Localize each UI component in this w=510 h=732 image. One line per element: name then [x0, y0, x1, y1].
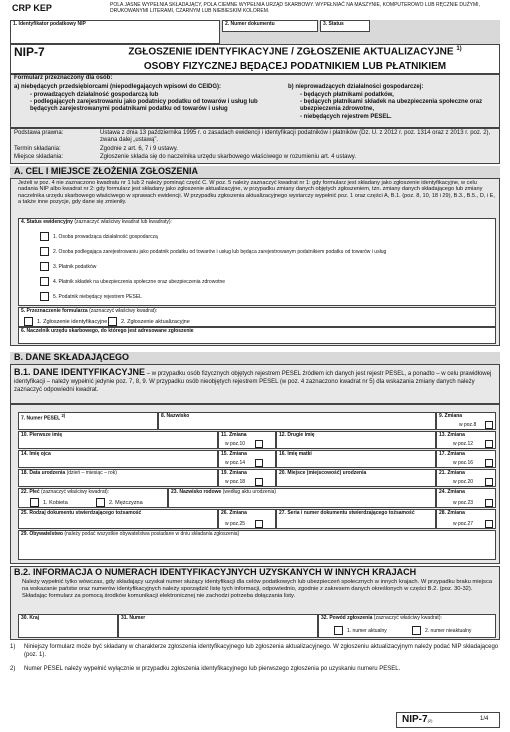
form-code: NIP-7: [14, 45, 45, 59]
checkbox-icon[interactable]: [30, 498, 39, 507]
section-a-title: A. CEL I MIEJSCE ZŁOŻENIA ZGŁOSZENIA: [10, 166, 500, 178]
status-field: 3. Status: [320, 20, 370, 32]
f6-tax-office-field[interactable]: 6. Naczelnik urzędu skarbowego, do którego jest adresowane zgłoszenie: [18, 327, 496, 344]
f29-citizenship-field[interactable]: 29. Obywatelstwo (należy podać wszystkie obywatelstwa posiadane w dniu składania zgłoszenia): [18, 530, 496, 560]
checkbox-icon[interactable]: [108, 317, 117, 326]
checkbox-icon[interactable]: [40, 247, 49, 256]
f15-change-field: 15. Zmiana w poz.14: [218, 450, 276, 468]
intended-b-item-1: - będących płatnikami podatków,: [300, 92, 394, 98]
f32-option-outdated[interactable]: 2. numer nieaktualny: [412, 626, 471, 635]
f9-change-field: 9. Zmiana w poz.8: [436, 412, 496, 430]
place-label: Miejsce składania:: [14, 154, 64, 160]
b2-text: Należy wypełnić tylko wówczas, gdy składający uzyskał numer służący identyfikacji dla celów podatkowych lub ubezpieczeń społecznych w innych krajach. W przypadku braku miejsca na wskazanie państw oraz numerów identyfikacyjnych należy sporządzić listę tych informacji, odpowiednio, zgodnie z zakresem danych określonych w części B.2. (poz. 30-32). Składając formularz za pomocą środków komunikacji elektronicznej nie zachodzi potrzeba dołączania listy.: [22, 579, 493, 600]
f4-option-1[interactable]: 1. Osoba prowadząca działalność gospodarczą: [40, 232, 158, 241]
fill-instruction: POLA JASNE WYPEŁNIA SKŁADAJĄCY, POLA CIEMNE WYPEŁNIA URZĄD SKARBOWY. WYPEŁNIAĆ NA MASZYNIE, KOMPUTEROWO LUB RĘCZNIE DUŻYMI, DRUKOWANYMI LITERAMI, CZARNYM LUB NIEBIESKIM KOLOREM.: [110, 2, 480, 15]
place-value: Zgłoszenie składa się do naczelnika urzędu skarbowego właściwego w rozumieniu art. 4 ustawy.: [100, 154, 357, 160]
checkbox-icon[interactable]: [485, 440, 493, 448]
section-b-title: B. DANE SKŁADAJĄCEGO: [10, 352, 500, 364]
f11-change-field: 11. Zmiana w poz.10: [218, 431, 276, 449]
f5-option-1[interactable]: 1. Zgłoszenie identyfikacyjne: [24, 317, 107, 326]
checkbox-icon[interactable]: [255, 440, 263, 448]
f4-option-3[interactable]: 3. Płatnik podatków: [40, 262, 96, 271]
section-a-text: Jeżeli w poz. 4 nie zaznaczono kwadratu nr 1 lub 2 należy pominąć część C. W poz. 5 należy zaznaczyć kwadrat nr 1: gdy formularz jest składany jako zgłoszenie identyfikacyjne, w celu nadania NIP albo kwadrat nr 2: gdy formularz jest składany jako zgłoszenie aktualizacyjne, w przypadku zmiany danych objętych zgłoszeniem, tzn. zmiany danych składającego lub zmiany naczelnika urzędu skarbowego właściwego w sprawach ewidencji. W przypadku zgłoszenia aktualizacyjnego wystarczy wypełnić poz. 1 oraz części A, B.1. (poz. 8, 10, 18 i 29), B.3., B.5., D, i E, a także inne pozycje, gdy dane się zmieniły.: [18, 180, 495, 206]
f12-second-name-field[interactable]: 12. Drugie imię: [276, 431, 436, 449]
f17-change-field: 17. Zmiana w poz.16: [436, 450, 496, 468]
f5-option-2[interactable]: 2. Zgłoszenie aktualizacyjne: [108, 317, 190, 326]
nip-field[interactable]: 1. Identyfikator podatkowy NIP: [10, 20, 220, 44]
f4-option-4[interactable]: 4. Płatnik składek na ubezpieczenia społeczne oraz ubezpieczenia zdrowotne: [40, 277, 225, 286]
deadline-value: Zgodnie z art. 6, 7 i 9 ustawy.: [100, 146, 178, 152]
checkbox-icon[interactable]: [40, 277, 49, 286]
f32-reason-field: 32. Powód zgłoszenia (zaznaczyć właściwy kwadrat):: [318, 614, 496, 638]
f22-sex-field: 22. Płeć (zaznaczyć właściwy kwadrat):: [18, 488, 168, 508]
intended-a-heading: a) niebędących przedsiębiorcami (niepodlegających wpisowi do CEIDG):: [14, 84, 222, 90]
title-line-1: ZGŁOSZENIE IDENTYFIKACYJNE / ZGŁOSZENIE AKTUALIZACYJNE $^{1)}$: [128, 46, 462, 58]
checkbox-icon[interactable]: [40, 262, 49, 271]
crp-kep-label: CRP KEP: [12, 3, 52, 13]
intended-b-heading: b) nieprowadzących działalności gospodarczej:: [288, 84, 424, 90]
f4-option-2[interactable]: 2. Osoba podlegająca zarejestrowaniu jako podatnik podatku od towarów i usług lub będąca zarejestrowanym podatnikiem podatku od towarów i usług: [40, 247, 386, 256]
legal-basis-value: Ustawa z dnia 13 października 1995 r. o zasadach ewidencji i identyfikacji podatników i płatników (Dz. U. z 2012 r. poz. 1314 oraz z 2013 r. poz. 2), zwana dalej „ustawą”.: [100, 130, 491, 143]
f21-change-field: 21. Zmiana w poz.20: [436, 469, 496, 487]
f27-id-document-number-field[interactable]: 27. Seria i numer dokumentu stwierdzającego tożsamość: [276, 509, 436, 529]
f7-pesel-field[interactable]: 7. Numer PESEL $^{2)}$: [18, 412, 158, 430]
checkbox-icon[interactable]: [255, 459, 263, 467]
legal-basis-label: Podstawa prawna:: [14, 130, 64, 136]
f16-mother-name-field[interactable]: 16. Imię matki: [276, 450, 436, 468]
f8-surname-field[interactable]: 8. Nazwisko: [158, 412, 436, 430]
checkbox-icon[interactable]: [485, 421, 493, 429]
intended-heading: Formularz przeznaczony dla osób:: [14, 75, 113, 81]
f26-change-field: 26. Zmiana w poz.25: [218, 509, 276, 529]
checkbox-icon[interactable]: [255, 520, 263, 528]
f14-father-name-field[interactable]: 14. Imię ojca: [18, 450, 218, 468]
footnote-1-mark: 1): [10, 644, 16, 650]
footnote-2-mark: 2): [10, 666, 16, 672]
checkbox-icon[interactable]: [485, 520, 493, 528]
checkbox-icon[interactable]: [485, 478, 493, 486]
f23-maiden-name-field[interactable]: 23. Nazwisko rodowe (według aktu urodzenia): [168, 488, 436, 508]
intended-a-item-2: - podlegających zarejestrowaniu jako podatnicy podatku od towarów i usług lub będących zarejestrowanymi podatnikami podatku od towarów i usług: [30, 99, 258, 112]
deadline-label: Termin składania:: [14, 146, 61, 152]
f28-change-field: 28. Zmiana w poz.27: [436, 509, 496, 529]
intended-a-item-1: - prowadzących działalność gospodarczą lub: [30, 92, 159, 98]
b2-title: B.2. INFORMACJA O NUMERACH IDENTYFIKACYJNYCH UZYSKANYCH W INNYCH KRAJACH: [14, 567, 417, 577]
f32-option-current[interactable]: 1. numer aktualny: [334, 626, 387, 635]
checkbox-icon[interactable]: [24, 317, 33, 326]
f5-purpose-field: 5. Przeznaczenie formularza (zaznaczyć właściwy kwadrat):: [18, 307, 496, 327]
f20-birth-place-field[interactable]: 20. Miejsce (miejscowość) urodzenia: [276, 469, 436, 487]
footer-form-code: NIP-7(2): [402, 714, 433, 725]
intended-b-item-3: - niebędących rejestrem PESEL.: [300, 114, 392, 120]
f22-option-female[interactable]: 1. Kobieta: [30, 498, 68, 507]
checkbox-icon[interactable]: [40, 232, 49, 241]
footer-page-number: 1/4: [480, 716, 489, 722]
f4-option-5[interactable]: 5. Podatnik niebędący rejestrem PESEL: [40, 292, 142, 301]
footnote-1-text: Niniejszy formularz może być składany w charakterze zgłoszenia identyfikacyjnego lub zgłoszenia aktualizacyjnego. W zgłoszeniu aktualizacyjnym należy podać NIP składającego (poz. 1).: [24, 644, 499, 658]
f13-change-field: 13. Zmiana w poz.12: [436, 431, 496, 449]
f4-status-field: 4. Status ewidencyjny (zaznaczyć właściwy kwadrat lub kwadraty):: [18, 218, 496, 306]
f25-id-document-type-field[interactable]: 25. Rodzaj dokumentu stwierdzającego tożsamość: [18, 509, 218, 529]
f30-country-field[interactable]: 30. Kraj: [18, 614, 118, 638]
title-line-2: OSOBY FIZYCZNEJ BĘDĄCEJ PODATNIKIEM LUB PŁATNIKIEM: [143, 61, 447, 72]
checkbox-icon[interactable]: [412, 626, 421, 635]
checkbox-icon[interactable]: [40, 292, 49, 301]
b1-intro: B.1. DANE IDENTYFIKACYJNE – w przypadku osób fizycznych objętych rejestrem PESEL źródłem ich danych jest rejestr PESEL, a ponadto – w celu prawidłowej identyfikacji – należy wypełnić jedynie poz. 7, 8, 9. W przypadku osób nieobjętych rejestrem PESEL (w poz. 4 zaznaczono kwadrat nr 5) dla wskazania zmiany danych należy zaznaczyć odpowiedni kwadrat.: [14, 367, 492, 393]
f19-change-field: 19. Zmiana w poz.18: [218, 469, 276, 487]
footnote-2-text: Numer PESEL należy wypełnić wyłącznie w przypadku zgłoszenia identyfikacyjnego lub pierwszego zgłoszenia po uzyskaniu numeru PESEL.: [24, 666, 401, 672]
f22-option-male[interactable]: 2. Mężczyzna: [96, 498, 143, 507]
f10-first-name-field[interactable]: 10. Pierwsze imię: [18, 431, 218, 449]
checkbox-icon[interactable]: [334, 626, 343, 635]
document-number-field: 2. Numer dokumentu: [222, 20, 318, 32]
intended-b-item-2: - będących płatnikami składek na ubezpieczenia społeczne oraz ubezpieczenia zdrowotne,: [300, 99, 483, 112]
f24-change-field: 24. Zmiana w poz.23: [436, 488, 496, 508]
f31-number-field[interactable]: 31. Numer: [118, 614, 318, 638]
checkbox-icon[interactable]: [96, 498, 105, 507]
checkbox-icon[interactable]: [255, 478, 263, 486]
f18-birth-date-field[interactable]: 18. Data urodzenia (dzień – miesiąc – rok): [18, 469, 218, 487]
checkbox-icon[interactable]: [485, 459, 493, 467]
checkbox-icon[interactable]: [485, 499, 493, 507]
